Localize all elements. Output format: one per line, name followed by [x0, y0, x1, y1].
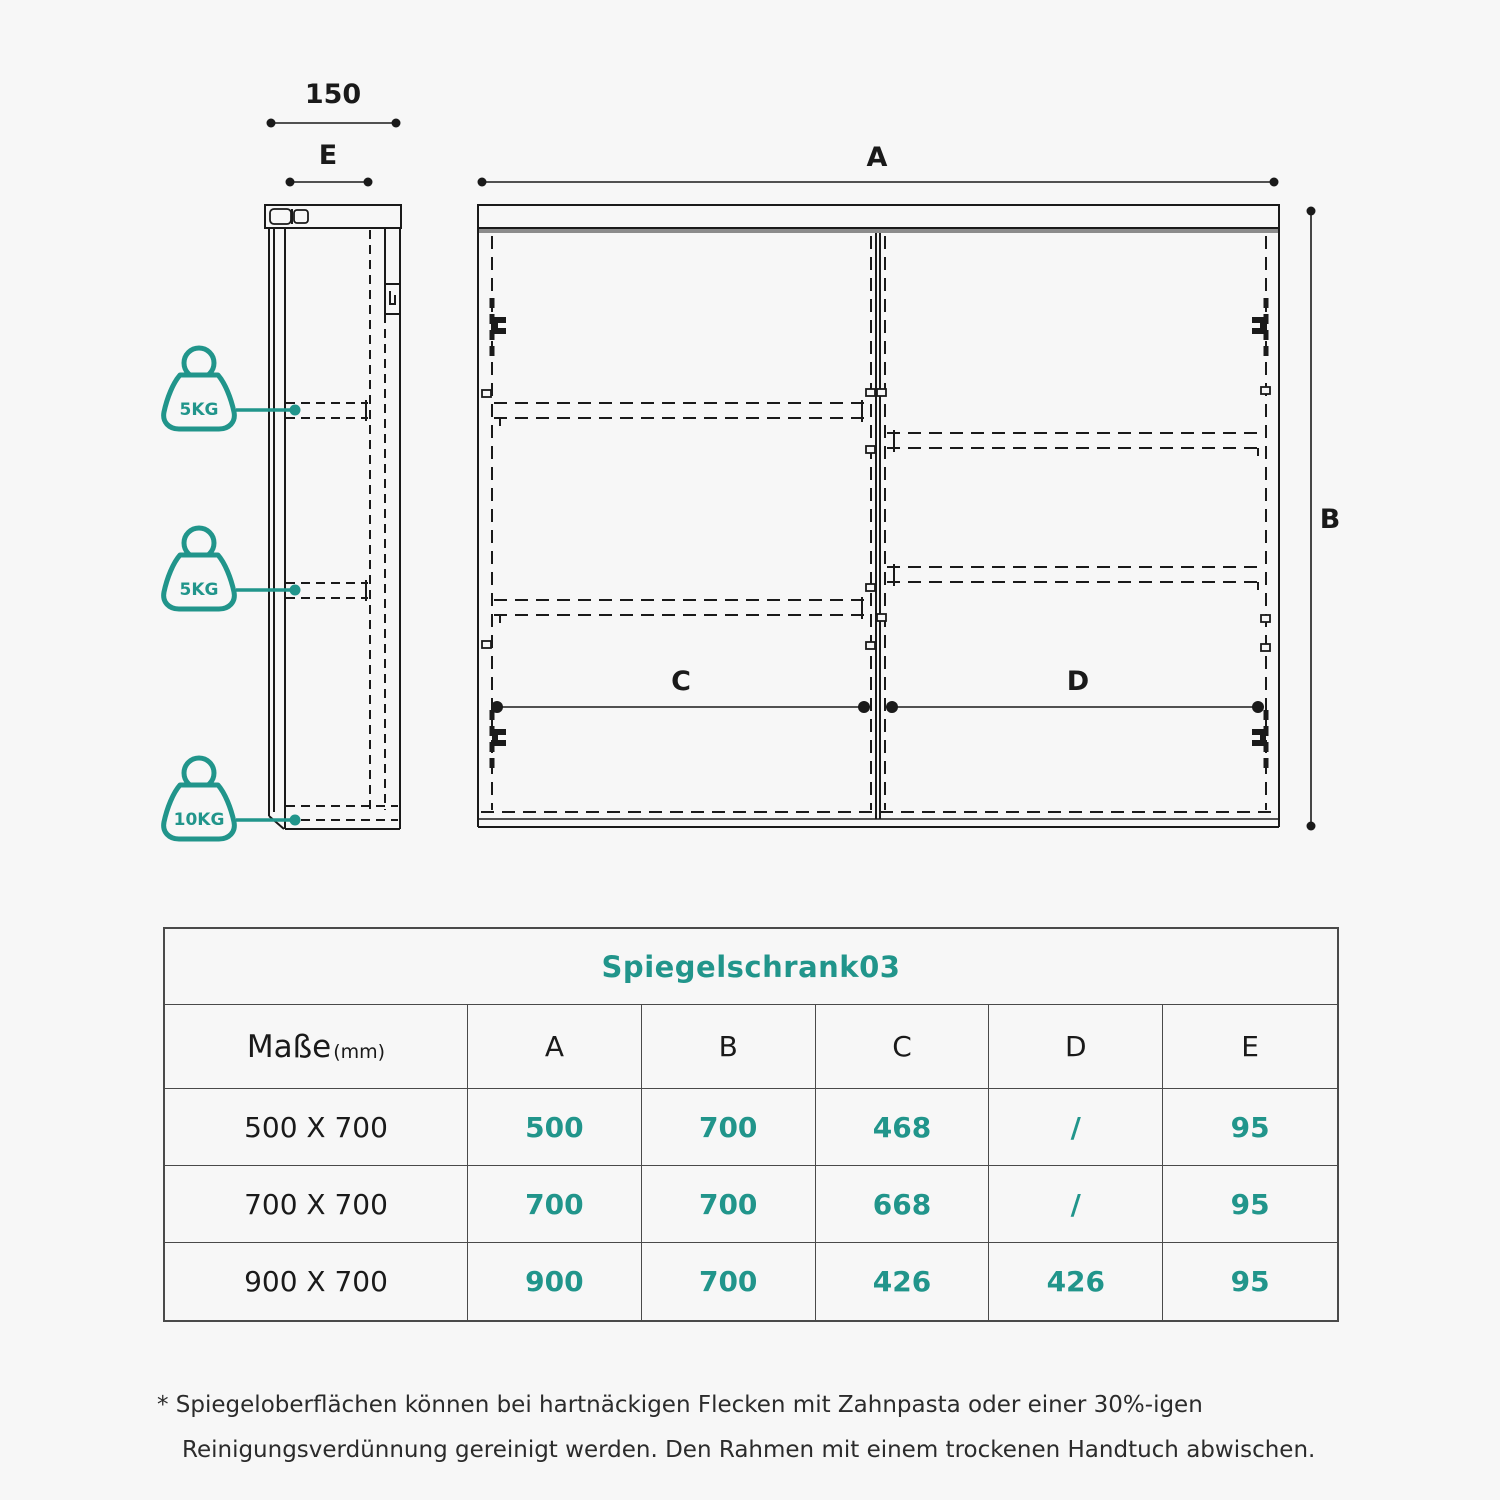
- right-door-bottom-hinge: [1252, 710, 1266, 768]
- row-value: 700: [468, 1166, 642, 1243]
- row-size-label: 500 X 700: [165, 1089, 468, 1166]
- side-view: [164, 79, 401, 839]
- side-shelf-bottom: [286, 806, 398, 820]
- size-table: [163, 927, 1339, 1322]
- depth-dimension-label: 150: [304, 79, 362, 110]
- weight-label: 5KG: [179, 580, 219, 600]
- dimension-letter-d: D: [1066, 666, 1090, 697]
- d-dimension-line: [886, 701, 1264, 713]
- row-value: 468: [816, 1089, 990, 1166]
- right-door-dashed-frame: [885, 236, 1266, 810]
- side-cabinet-outline: [265, 205, 401, 829]
- care-footnote: [157, 1383, 1447, 1473]
- right-door-top-hinge: [1252, 298, 1266, 356]
- weight-label: 10KG: [173, 810, 225, 830]
- dimension-letter-e: E: [318, 140, 338, 171]
- weight-capacity-5kg-middle: [164, 528, 301, 609]
- left-shelf-upper: [494, 400, 869, 426]
- row-value: 426: [816, 1243, 990, 1320]
- c-dimension-line: [491, 701, 870, 713]
- row-value: 95: [1163, 1089, 1337, 1166]
- table-header-a: A: [468, 1005, 642, 1089]
- a-dimension-line: [478, 178, 1279, 187]
- row-size-label: 900 X 700: [165, 1243, 468, 1320]
- front-cabinet-outline: [478, 205, 1279, 827]
- table-header-dims: [165, 1005, 468, 1089]
- table-header-b: B: [642, 1005, 816, 1089]
- right-shelf-lower: [887, 564, 1264, 590]
- weight-label: 5KG: [179, 400, 219, 420]
- left-door-bottom-hinge: [492, 710, 506, 768]
- dimension-letter-a: A: [866, 142, 888, 173]
- row-value: 700: [642, 1243, 816, 1320]
- latch-clip: [385, 284, 399, 314]
- left-door-dashed-frame: [492, 236, 871, 810]
- row-value: 668: [816, 1166, 990, 1243]
- table-title: Spiegelschrank03: [165, 929, 1337, 1005]
- b-dimension-line: [1307, 207, 1316, 831]
- row-value: /: [989, 1166, 1163, 1243]
- care-footnote-line2: Reinigungsverdünnung gereinigt werden. Den Rahmen mit einem trockenen Handtuch abwischen.: [182, 1436, 1316, 1463]
- left-door-top-hinge: [492, 298, 506, 356]
- dimension-letter-c: C: [671, 666, 691, 697]
- dims-label: Maße: [246, 1028, 332, 1065]
- e-dimension-line: [286, 178, 373, 187]
- row-value: 95: [1163, 1166, 1337, 1243]
- front-view: [478, 142, 1341, 831]
- right-shelf-upper: [887, 430, 1264, 456]
- row-value: 426: [989, 1243, 1163, 1320]
- row-value: 700: [642, 1089, 816, 1166]
- dimension-letter-b: B: [1319, 504, 1341, 535]
- table-header-d: D: [989, 1005, 1163, 1089]
- left-shelf-lower: [494, 597, 869, 623]
- row-value: 500: [468, 1089, 642, 1166]
- dims-unit: (mm): [333, 1040, 386, 1063]
- care-footnote-line1: * Spiegeloberflächen können bei hartnäckigen Flecken mit Zahnpasta oder einer 30%-igen: [157, 1392, 1203, 1418]
- row-size-label: 700 X 700: [165, 1166, 468, 1243]
- row-value: /: [989, 1089, 1163, 1166]
- row-value: 700: [642, 1166, 816, 1243]
- weight-capacity-5kg-top: [164, 348, 301, 429]
- depth-dimension-line: [267, 119, 401, 128]
- row-value: 900: [468, 1243, 642, 1320]
- table-header-c: C: [816, 1005, 990, 1089]
- table-header-e: E: [1163, 1005, 1337, 1089]
- row-value: 95: [1230, 1265, 1270, 1298]
- weight-capacity-10kg-bottom: [164, 758, 301, 839]
